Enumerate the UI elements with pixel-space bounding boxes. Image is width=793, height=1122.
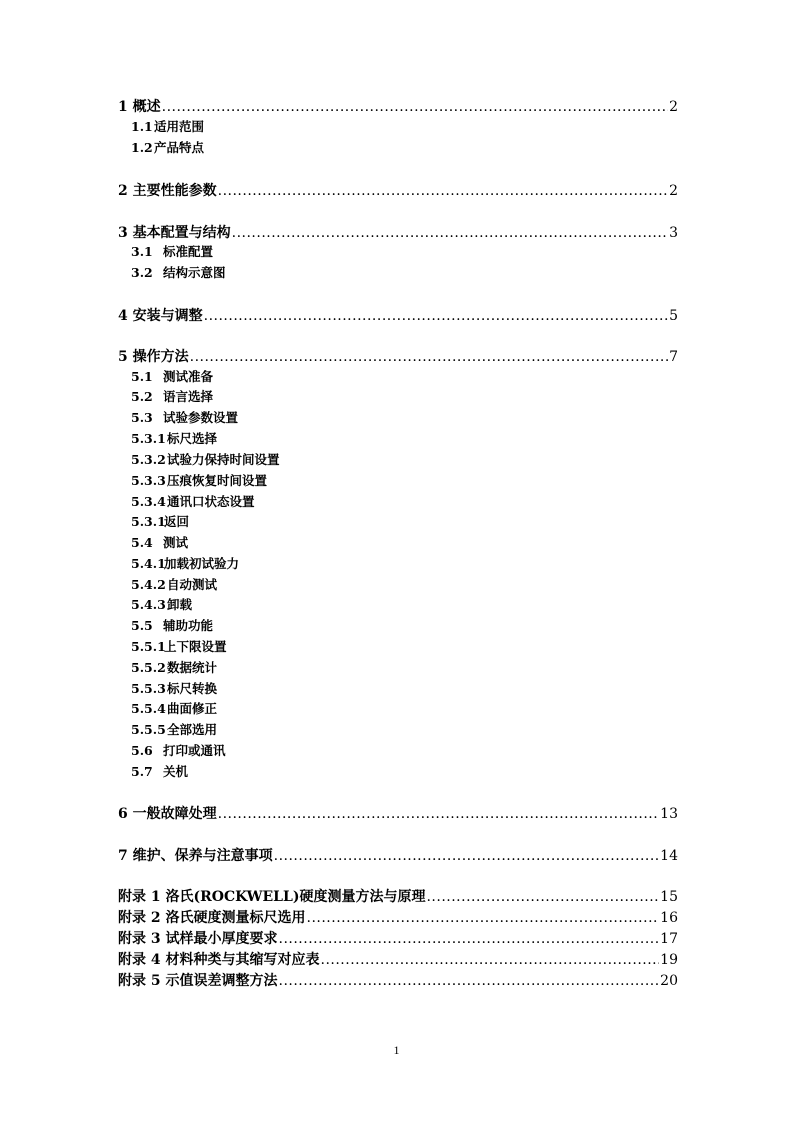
subentry-label: 产品特点: [154, 140, 205, 155]
toc-entry-label: 3 基本配置与结构: [118, 225, 231, 241]
toc-subentry-3-2[interactable]: [131, 267, 226, 280]
subentry-number: 1.1: [131, 119, 153, 134]
toc-subentry-5-5-2[interactable]: [131, 662, 217, 675]
subentry-label: 测试准备: [163, 369, 214, 384]
toc-entry-label: 附录 5 示值误差调整方法: [118, 973, 278, 989]
subentry-label: 上下限设置: [164, 639, 227, 654]
toc-subentry-5-5-4[interactable]: [131, 703, 217, 716]
toc-entry-section-7[interactable]: [118, 849, 678, 863]
dot-leader: [190, 350, 668, 364]
subentry-label: 结构示意图: [163, 265, 226, 280]
toc-subentry-5-4-1[interactable]: [131, 558, 239, 571]
subentry-label: 自动测试: [167, 577, 218, 592]
subentry-label: 加载初试验力: [164, 556, 240, 571]
toc-entry-page: 17: [660, 931, 678, 947]
subentry-number: 5.3.4: [131, 494, 166, 509]
subentry-number: 3.1: [131, 244, 153, 259]
subentry-label: 打印或通讯: [163, 743, 226, 758]
toc-subentry-5-1[interactable]: [131, 371, 213, 384]
subentry-number: 5.2: [131, 389, 153, 404]
subentry-number: 5.5.5: [131, 722, 166, 737]
subentry-label: 试验参数设置: [163, 410, 239, 425]
toc-entry-section-1[interactable]: [118, 100, 678, 114]
toc-entry-label: 1 概述: [118, 99, 161, 115]
toc-entry-page: 16: [660, 910, 678, 926]
subentry-label: 曲面修正: [167, 701, 218, 716]
toc-entry-page: 20: [660, 973, 678, 989]
subentry-label: 通讯口状态设置: [167, 494, 255, 509]
toc-subentry-3-1[interactable]: [131, 246, 213, 259]
toc-entry-section-5[interactable]: [118, 350, 678, 364]
toc-entry-appendix-5[interactable]: [118, 974, 678, 988]
toc-entry-page: 14: [660, 848, 678, 864]
subentry-label: 标尺转换: [167, 681, 218, 696]
toc-entry-label: 6 一般故障处理: [118, 806, 217, 822]
toc-entry-appendix-2[interactable]: [118, 911, 678, 925]
toc-subentry-5-5[interactable]: [131, 620, 213, 633]
subentry-number: 5.5.2: [131, 660, 166, 675]
subentry-label: 试验力保持时间设置: [167, 452, 280, 467]
toc-subentry-1-2[interactable]: [131, 142, 204, 155]
toc-entry-label: 2 主要性能参数: [118, 183, 217, 199]
toc-entry-appendix-1[interactable]: [118, 890, 678, 904]
subentry-label: 标尺选择: [167, 431, 218, 446]
toc-subentry-5-3[interactable]: [131, 412, 238, 425]
dot-leader: [279, 974, 660, 988]
subentry-number: 5.3.2: [131, 452, 166, 467]
subentry-number: 1.2: [131, 140, 153, 155]
subentry-label: 测试: [163, 535, 189, 550]
toc-entry-page: 7: [669, 349, 678, 365]
toc-subentry-5-3-4[interactable]: [131, 496, 255, 509]
toc-subentry-5-3-1-return[interactable]: [131, 516, 189, 529]
toc-entry-section-2[interactable]: [118, 184, 678, 198]
dot-leader: [218, 807, 660, 821]
subentry-label: 适用范围: [154, 119, 205, 134]
subentry-label: 数据统计: [167, 660, 218, 675]
toc-subentry-5-3-1[interactable]: [131, 433, 217, 446]
subentry-number: 5.4: [131, 535, 153, 550]
subentry-label: 关机: [163, 764, 189, 779]
subentry-label: 语言选择: [163, 389, 214, 404]
toc-subentry-5-6[interactable]: [131, 745, 226, 758]
toc-entry-page: 5: [669, 308, 678, 324]
subentry-number: 5.3.3: [131, 473, 166, 488]
subentry-number: 5.3.1: [131, 431, 166, 446]
subentry-number: 5.4.1: [131, 556, 166, 571]
dot-leader: [218, 184, 668, 198]
subentry-number: 5.4.2: [131, 577, 166, 592]
subentry-label: 压痕恢复时间设置: [167, 473, 268, 488]
toc-entry-label: 7 维护、保养与注意事项: [118, 848, 273, 864]
subentry-number: 5.6: [131, 743, 153, 758]
dot-leader: [279, 932, 660, 946]
toc-subentry-5-4-3[interactable]: [131, 599, 192, 612]
subentry-number: 5.5.3: [131, 681, 166, 696]
toc-entry-page: 2: [669, 183, 678, 199]
toc-subentry-5-7[interactable]: [131, 766, 188, 779]
toc-entry-appendix-3[interactable]: [118, 932, 678, 946]
subentry-label: 全部选用: [167, 722, 218, 737]
dot-leader: [162, 100, 668, 114]
toc-entry-page: 19: [660, 952, 678, 968]
toc-subentry-5-4[interactable]: [131, 537, 188, 550]
toc-subentry-5-3-2[interactable]: [131, 454, 280, 467]
toc-entry-page: 3: [669, 225, 678, 241]
dot-leader: [204, 309, 668, 323]
toc-entry-label: 5 操作方法: [118, 349, 189, 365]
toc-entry-label: 附录 4 材料种类与其缩写对应表: [118, 952, 320, 968]
toc-entry-section-6[interactable]: [118, 807, 678, 821]
dot-leader: [321, 953, 660, 967]
dot-leader: [307, 911, 660, 925]
toc-subentry-1-1[interactable]: [131, 121, 204, 134]
subentry-number: 5.1: [131, 369, 153, 384]
toc-entry-page: 15: [660, 889, 678, 905]
toc-subentry-5-5-1[interactable]: [131, 641, 227, 654]
subentry-label: 返回: [164, 514, 190, 529]
toc-subentry-5-5-5[interactable]: [131, 724, 217, 737]
dot-leader: [426, 890, 659, 904]
subentry-number: 3.2: [131, 265, 153, 280]
subentry-label: 标准配置: [163, 244, 214, 259]
toc-subentry-5-5-3[interactable]: [131, 683, 217, 696]
page-number: 1: [393, 1043, 400, 1057]
subentry-number: 5.7: [131, 764, 153, 779]
dot-leader: [274, 849, 660, 863]
toc-entry-page: 13: [660, 806, 678, 822]
toc-entry-section-3[interactable]: [118, 226, 678, 240]
subentry-number: 5.5: [131, 618, 153, 633]
toc-entry-label: 附录 2 洛氏硬度测量标尺选用: [118, 910, 306, 926]
subentry-number: 5.4.3: [131, 597, 166, 612]
toc-entry-label: 4 安装与调整: [118, 308, 203, 324]
toc-entry-label: 附录 3 试样最小厚度要求: [118, 931, 278, 947]
toc-entry-page: 2: [669, 99, 678, 115]
toc-entry-label: 附录 1 洛氏(ROCKWELL)硬度测量方法与原理: [118, 889, 426, 905]
subentry-number: 5.3: [131, 410, 153, 425]
subentry-number: 5.3.1: [131, 514, 166, 529]
toc-subentry-5-2[interactable]: [131, 391, 213, 404]
subentry-label: 辅助功能: [163, 618, 214, 633]
toc-subentry-5-3-3[interactable]: [131, 475, 267, 488]
subentry-label: 卸载: [167, 597, 193, 612]
toc-entry-section-4[interactable]: [118, 309, 678, 323]
subentry-number: 5.5.4: [131, 701, 166, 716]
toc-subentry-5-4-2[interactable]: [131, 579, 217, 592]
dot-leader: [232, 226, 668, 240]
toc-entry-appendix-4[interactable]: [118, 953, 678, 967]
subentry-number: 5.5.1: [131, 639, 166, 654]
